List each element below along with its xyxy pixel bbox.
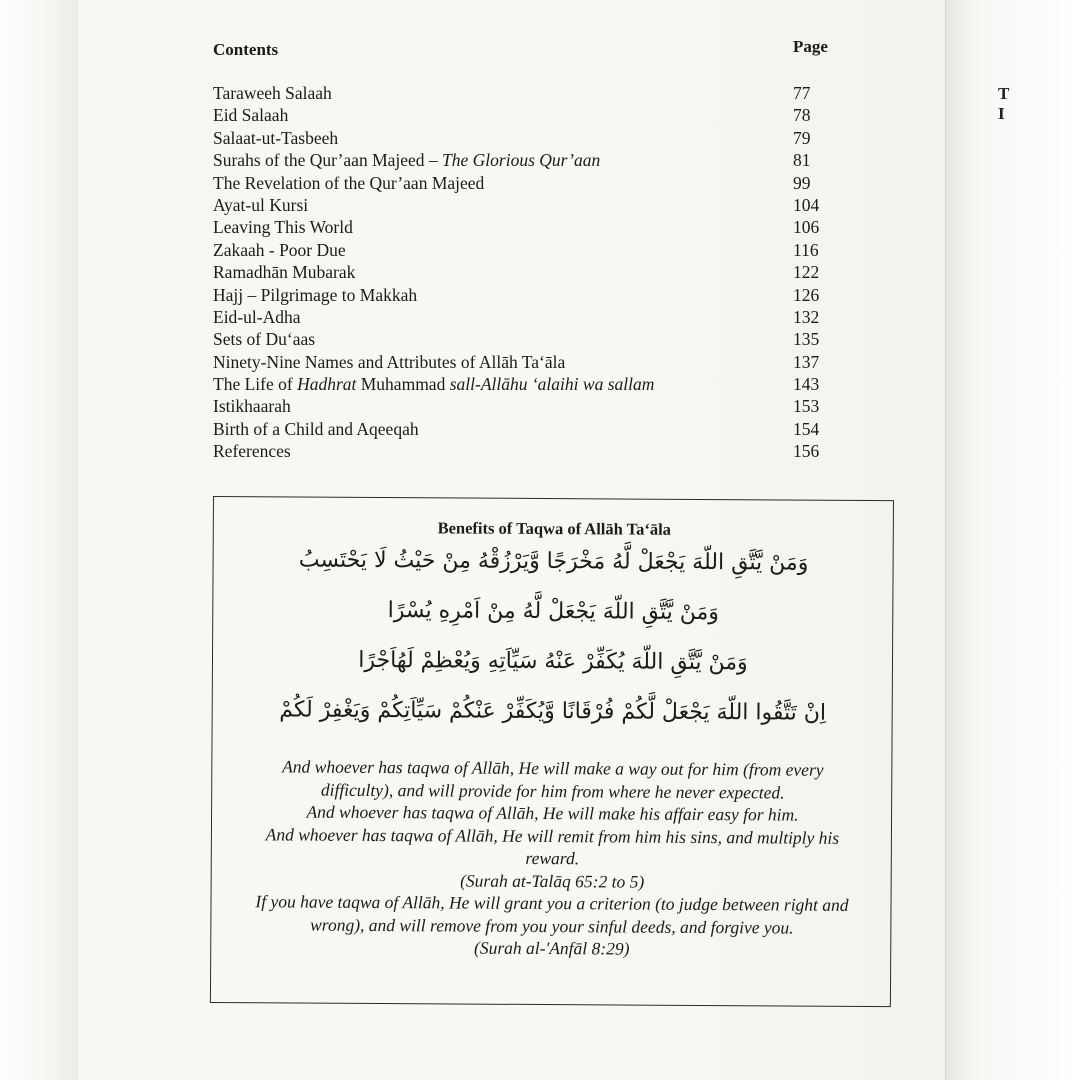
contents-entry-page: 154 — [793, 418, 820, 439]
contents-entry-title — [213, 195, 308, 215]
entry-title-text: Ramadhān Mubarak — [213, 262, 356, 283]
contents-entry-page: 122 — [793, 262, 820, 283]
contents-entry — [213, 440, 853, 462]
contents-entry-page: 77 — [793, 83, 811, 103]
contents-entry-page: 132 — [793, 306, 820, 327]
entry-title-italic: Hadhrat — [297, 374, 357, 395]
entry-title-text: Zakaah - Poor Due — [213, 239, 346, 260]
contents-entry — [213, 328, 853, 350]
translation-line: reward. — [525, 847, 580, 869]
contents-entry-title — [213, 285, 417, 305]
contents-heading: Contents — [213, 40, 279, 59]
translation-line: And whoever has taqwa of Allāh, He will make a way out for him (from every — [282, 756, 824, 780]
contents-entry — [213, 306, 853, 328]
entry-title-text: Surahs of the Qur’aan Majeed – — [213, 150, 443, 171]
facing-page-letter: T — [998, 84, 1010, 103]
contents-entry-title — [213, 240, 346, 260]
entry-title-text: Hajj – Pilgrimage to Makkah — [213, 284, 418, 305]
contents-entry-page: 153 — [793, 396, 820, 417]
contents-entry-page: 99 — [793, 172, 811, 193]
contents-entry — [213, 194, 853, 216]
arabic-verse: وَمَنْ يَّتَّقِ اللّهَ يَجْعَلْ لَّهُ مِنْ اَمْرِهِ يُسْرًا — [387, 598, 720, 626]
entry-title-text: Ayat-ul Kursi — [213, 194, 309, 215]
contents-entry-title — [213, 105, 288, 125]
contents-entry-title — [213, 217, 353, 237]
entry-title-text: Ninety-Nine Names and Attributes of Allāh Ta‘āla — [213, 351, 566, 372]
facing-page-letter: I — [998, 104, 1005, 123]
entry-title-text: Salaat-ut-Tasbeeh — [213, 127, 339, 148]
entry-title-text: Istikhaarah — [213, 396, 291, 417]
contents-entry-page: 126 — [793, 284, 820, 305]
translation-line: wrong), and will remove from you your sinful deeds, and forgive you. — [310, 914, 794, 938]
taqwa-box — [210, 496, 894, 1007]
contents-entry-title — [213, 419, 419, 439]
contents-entry-title — [213, 173, 484, 193]
contents-entry — [213, 82, 853, 104]
contents-entry-title — [213, 83, 332, 103]
entry-title-text: Eid Salaah — [213, 105, 289, 126]
entry-title-text: Birth of a Child and Aqeeqah — [213, 418, 419, 439]
contents-entry — [213, 351, 853, 373]
contents-entry-title — [213, 329, 315, 349]
contents-entry — [213, 261, 853, 283]
contents-entry-page: 137 — [793, 351, 820, 372]
contents-entry-title — [213, 128, 338, 148]
reference-line: (Surah al-'Anfāl 8:29) — [473, 937, 630, 959]
contents-entry-title — [213, 396, 291, 416]
entry-title-text: The Revelation of the Qur’aan Majeed — [213, 172, 485, 193]
facing-page — [945, 0, 1080, 1080]
taqwa-box-title: Benefits of Taqwa of Allāh Ta‘āla — [437, 518, 672, 539]
contents-entry-page: 79 — [793, 127, 811, 148]
entry-title-text: Leaving This World — [213, 217, 353, 238]
contents-entry — [213, 284, 853, 306]
contents-entry-page: 104 — [793, 194, 820, 215]
book-page — [78, 0, 945, 1080]
contents-entry — [213, 418, 853, 440]
contents-entry-page: 78 — [793, 105, 811, 126]
contents-entry-page: 135 — [793, 329, 820, 350]
contents-entry — [213, 149, 853, 171]
arabic-verse: اِنْ تَتَّقُوا اللّهَ يَجْعَلْ لَّكُمْ فُرْقَانًا وَّيُكَفِّرْ عَنْكُمْ سَيِّاَتِكُمْ وَيَغْفِرْ لَكُمْ — [279, 697, 827, 726]
contents-entry — [213, 395, 853, 417]
entry-title-italic: The Glorious Qur’aan — [442, 150, 601, 171]
contents-entry — [213, 239, 853, 261]
contents-entry — [213, 216, 853, 238]
left-page-edge — [0, 0, 78, 1080]
entry-title-text: Muhammad — [356, 374, 450, 395]
translation-line: difficulty), and will provide for him from where he never expected. — [320, 779, 785, 802]
arabic-verse: وَمَنْ يَّتَّقِ اللّهَ يُكَفِّرْ عَنْهُ سَيِّاَتِهِ وَيُعْظِمْ لَهُاَجْرًا — [358, 647, 748, 676]
contents-list — [213, 82, 853, 463]
entry-title-text: Sets of Du‘aas — [213, 329, 316, 350]
contents-entry — [213, 172, 853, 194]
contents-entry-title — [213, 352, 565, 372]
contents-entry-title — [213, 374, 654, 394]
entry-title-text: Eid-ul-Adha — [213, 306, 301, 327]
contents-entry-title — [213, 441, 291, 461]
contents-entry-title — [213, 307, 300, 327]
translation-line: If you have taqwa of Allāh, He will grant you a criterion (to judge between right and — [255, 891, 849, 915]
contents-entry-title — [213, 150, 600, 170]
contents-entry-page: 156 — [793, 441, 820, 462]
contents-entry — [213, 104, 853, 126]
contents-entry — [213, 373, 853, 395]
translation-line: And whoever has taqwa of Allāh, He will make his affair easy for him. — [306, 801, 799, 825]
translation-line: And whoever has taqwa of Allāh, He will remit from him his sins, and multiply his — [265, 823, 840, 848]
contents-entry-page: 143 — [793, 374, 820, 395]
entry-title-text: The Life of — [213, 374, 298, 395]
reference-line: (Surah at-Talāq 65:2 to 5) — [460, 870, 645, 892]
arabic-verse: وَمَنْ يَّتَّقِ اللّهَ يَجْعَلْ لَّهُ مَخْرَجًا وَّيَرْزُقْهُ مِنْ حَيْثُ لَا يَحْتَسِبُ — [298, 547, 809, 576]
entry-title-italic: sall-Allāhu ‘alaihi wa sallam — [449, 374, 655, 395]
translation-block — [221, 755, 883, 962]
contents-entry-page: 106 — [793, 217, 820, 238]
contents-entry-title — [213, 262, 355, 282]
entry-title-text: Taraweeh Salaah — [213, 83, 332, 103]
entry-title-text: References — [213, 441, 291, 462]
contents-entry-page: 81 — [793, 150, 811, 171]
contents-entry — [213, 127, 853, 149]
contents-entry-page: 116 — [793, 239, 819, 260]
page-column-heading: Page — [793, 37, 828, 56]
